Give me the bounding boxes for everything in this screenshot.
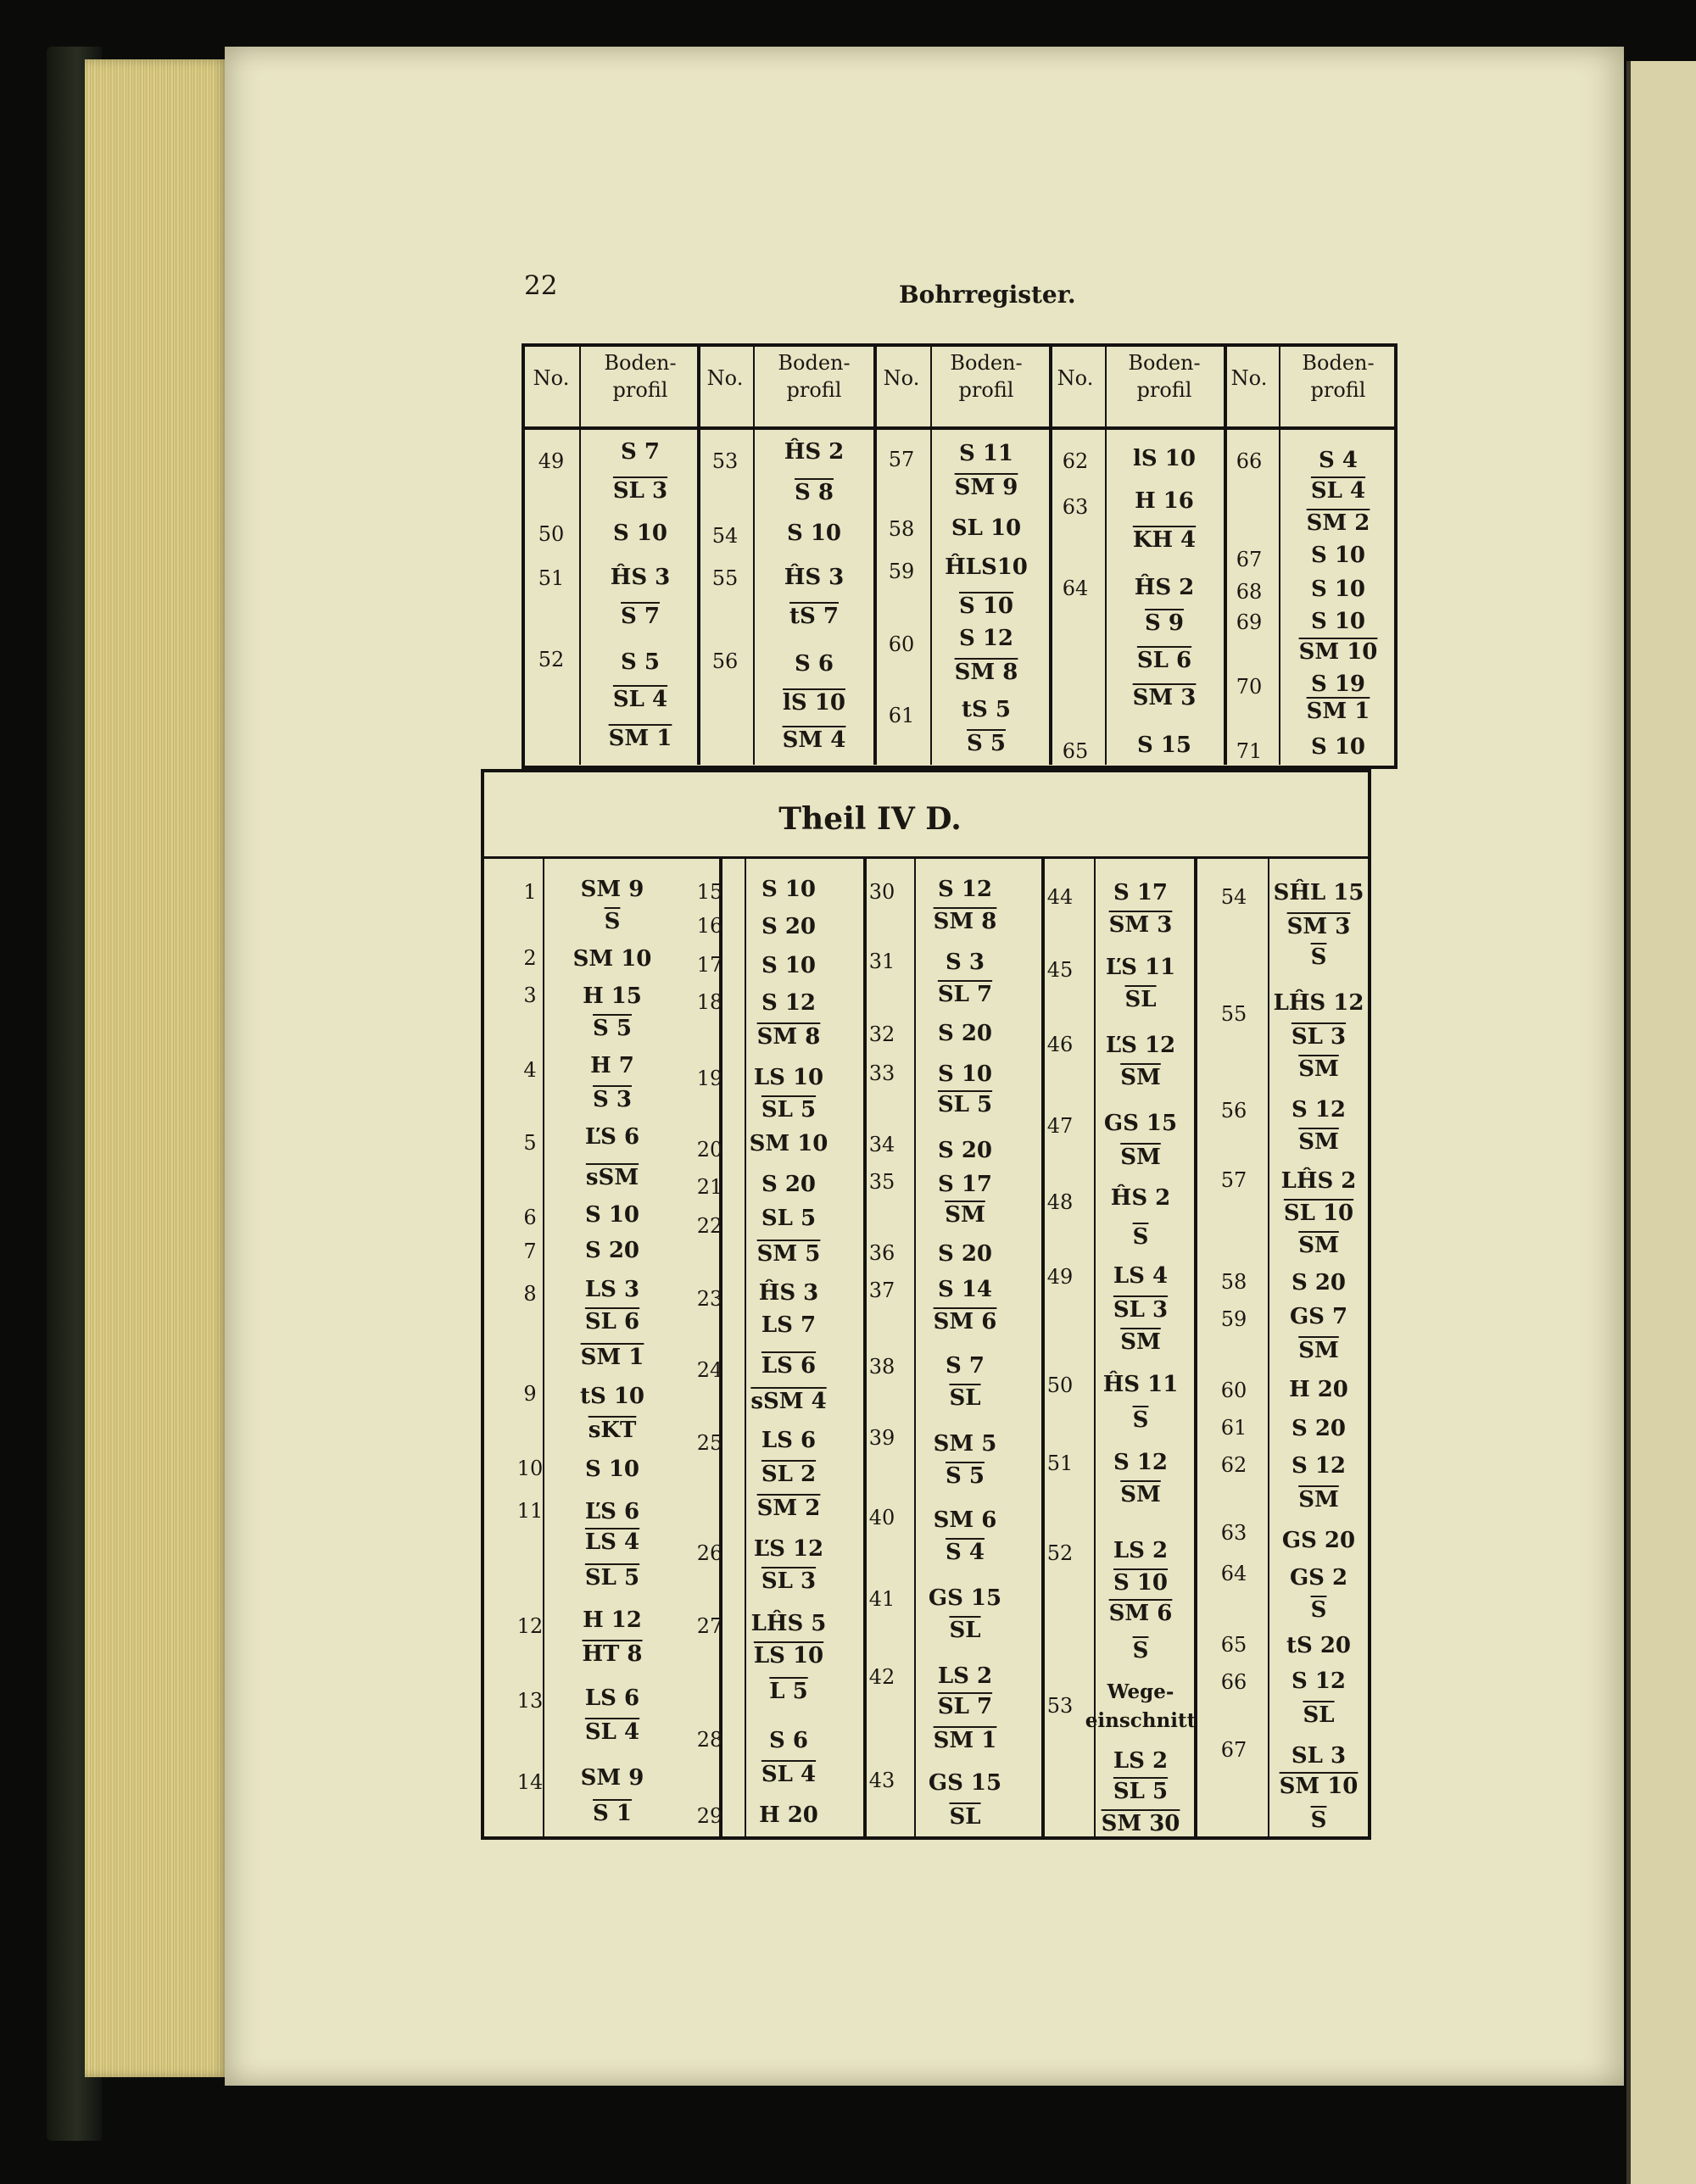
- bohr-number: 67: [1236, 548, 1263, 571]
- bohr-number: 52: [538, 648, 565, 671]
- soil-profile-entry: SL 6: [1136, 648, 1192, 673]
- soil-profile-entry: SM 6: [933, 1309, 997, 1334]
- bohr-number: 67: [1220, 1738, 1247, 1762]
- soil-profile-entry: S 4: [946, 1540, 985, 1565]
- soil-profile-entry: GS 7: [1289, 1304, 1348, 1329]
- soil-profile-entry: $\overline{S}$: [1132, 1224, 1149, 1250]
- soil-profile-entry: LS 2: [1113, 1538, 1169, 1563]
- col-header-profil: Boden- profil: [1128, 351, 1201, 403]
- soil-profile-entry: ĤS 3: [784, 565, 845, 590]
- bohr-number: 57: [888, 448, 915, 471]
- bohr-number: 50: [1046, 1373, 1074, 1397]
- soil-profile-entry: S 3: [593, 1087, 632, 1112]
- column-rule: [1279, 346, 1280, 765]
- soil-profile-entry: $\overline{sSM}$: [585, 1165, 639, 1190]
- bohr-number: 43: [868, 1769, 895, 1792]
- soil-profile-entry: S 4: [1319, 448, 1358, 473]
- bohr-number: 51: [1046, 1451, 1074, 1475]
- bohr-number: 56: [711, 649, 739, 673]
- bohr-number: 63: [1220, 1521, 1247, 1545]
- soil-profile-entry: S 12: [1291, 1097, 1347, 1123]
- bohr-number: 53: [1046, 1694, 1074, 1718]
- soil-profile-entry: SM 3: [1132, 685, 1197, 710]
- bohr-number: 35: [868, 1170, 895, 1194]
- soil-profile-entry: GS 15: [928, 1585, 1002, 1611]
- soil-profile-entry: LS 2: [937, 1663, 993, 1689]
- soil-profile-entry: S 10: [786, 521, 842, 546]
- bohr-number: 45: [1046, 958, 1074, 982]
- soil-profile-entry: SM 1: [580, 1345, 644, 1370]
- soil-profile-entry: S 17: [937, 1172, 993, 1197]
- column-rule: [697, 346, 700, 765]
- soil-profile-entry: $\overline{SL}$: [1124, 987, 1157, 1012]
- soil-profile-entry: SM 5: [756, 1241, 821, 1267]
- soil-profile-entry: S 6: [769, 1728, 808, 1753]
- soil-profile-entry: SM 3: [1286, 914, 1351, 939]
- bohr-number: 51: [538, 566, 565, 590]
- soil-profile-entry: SL 10: [1283, 1201, 1354, 1226]
- soil-profile-entry: LS 6: [584, 1685, 640, 1711]
- soil-profile-entry: S 5: [967, 731, 1006, 756]
- soil-profile-entry: S 7: [946, 1353, 985, 1379]
- soil-profile-entry: SM 1: [1306, 699, 1370, 724]
- soil-profile-entry: S 17: [1113, 880, 1169, 905]
- soil-profile-entry: $\overline{S}$: [1310, 1808, 1327, 1833]
- bohr-number: 20: [696, 1138, 723, 1162]
- soil-profile-entry: S 10: [612, 521, 668, 546]
- bohr-number: 23: [696, 1287, 723, 1311]
- soil-profile-entry: SM 9: [580, 877, 644, 902]
- soil-profile-entry: L 5: [769, 1679, 808, 1704]
- bohr-number: 65: [1220, 1633, 1247, 1657]
- soil-profile-entry: $\overline{SM}$: [1120, 1482, 1161, 1507]
- bohr-number: 24: [696, 1358, 723, 1382]
- soil-profile-entry: ĽS 6: [584, 1499, 640, 1524]
- column-rule: [543, 859, 544, 1838]
- soil-profile-entry: $\overline{SM}$: [1298, 1338, 1339, 1363]
- soil-profile-entry: S 20: [761, 1172, 817, 1197]
- column-rule: [753, 346, 755, 765]
- bohr-number: 58: [1220, 1270, 1247, 1294]
- soil-profile-entry: LS 6: [761, 1428, 817, 1453]
- soil-profile-entry: SM 6: [933, 1507, 997, 1533]
- soil-profile-entry: H 20: [1289, 1377, 1348, 1402]
- soil-profile-entry: $\overline{SM}$: [1120, 1329, 1161, 1355]
- bohr-number: 59: [888, 560, 915, 583]
- bohr-number: 55: [1220, 1002, 1247, 1026]
- soil-profile-entry: SĤL 15: [1273, 880, 1364, 905]
- bohr-number: 69: [1236, 610, 1263, 634]
- bohr-number: 31: [868, 950, 895, 973]
- bohr-number: 34: [868, 1133, 895, 1156]
- soil-profile-entry: S 12: [1291, 1453, 1347, 1479]
- bohr-number: 58: [888, 517, 915, 541]
- section-rule: [481, 856, 1371, 859]
- page-number: 22: [524, 270, 558, 301]
- col-header-no: No.: [533, 366, 570, 390]
- soil-profile-entry: SM 10: [749, 1131, 828, 1156]
- soil-profile-entry: SM 5: [933, 1431, 997, 1457]
- bohr-number: 41: [868, 1587, 895, 1611]
- soil-profile-entry: LS 6: [761, 1353, 817, 1379]
- soil-profile-entry: SM 8: [954, 660, 1018, 685]
- soil-profile-entry: S 10: [1310, 543, 1366, 568]
- soil-profile-entry: SM 2: [1306, 510, 1370, 536]
- soil-profile-entry: S 20: [584, 1238, 640, 1263]
- soil-profile-entry: GS 15: [928, 1770, 1002, 1796]
- bohr-number: 61: [1220, 1416, 1247, 1440]
- column-rule: [1041, 859, 1045, 1838]
- bohr-number: 42: [868, 1665, 895, 1689]
- soil-profile-entry: SL 4: [612, 687, 668, 712]
- soil-profile-entry: ĽS 11: [1105, 955, 1176, 980]
- bohr-number: 62: [1062, 449, 1089, 473]
- soil-profile-entry: $\overline{sKT}$: [588, 1418, 637, 1443]
- column-rule: [863, 859, 867, 1838]
- col-header-no: No.: [883, 366, 920, 390]
- soil-profile-entry: SL 7: [937, 982, 993, 1007]
- facing-page-edge: [1626, 61, 1696, 2184]
- bohr-number: 71: [1236, 739, 1263, 763]
- column-rule: [1194, 859, 1197, 1838]
- soil-profile-entry: ĽS 12: [1105, 1033, 1176, 1058]
- soil-profile-entry: SL 5: [1113, 1779, 1169, 1804]
- bohr-number: 14: [516, 1770, 544, 1794]
- soil-profile-entry: $\overline{SM}$: [1298, 1233, 1339, 1258]
- soil-profile-entry: S 12: [761, 990, 817, 1016]
- soil-profile-entry: LS 2: [1113, 1748, 1169, 1774]
- soil-profile-entry: $\overline{SL}$: [949, 1385, 981, 1411]
- soil-profile-entry: H 7: [590, 1053, 634, 1078]
- soil-profile-entry: LS 10: [753, 1065, 824, 1090]
- soil-profile-entry: $\overline{S}$: [1310, 1597, 1327, 1623]
- soil-profile-entry: ĽS 12: [753, 1536, 824, 1562]
- column-rule: [914, 859, 916, 1838]
- bohr-number: 40: [868, 1506, 895, 1529]
- column-rule: [873, 346, 877, 765]
- bohr-number: 30: [868, 880, 895, 904]
- soil-profile-entry: SM 9: [954, 475, 1018, 500]
- soil-profile-entry: LS 3: [584, 1277, 640, 1302]
- bohr-number: 19: [696, 1067, 723, 1090]
- soil-profile-entry: SM 1: [933, 1728, 997, 1753]
- bohr-number: 27: [696, 1614, 723, 1638]
- soil-profile-entry: S 12: [937, 877, 993, 902]
- bohr-number: 26: [696, 1541, 723, 1565]
- bohr-number: 62: [1220, 1453, 1247, 1477]
- soil-profile-entry: LS 7: [761, 1312, 817, 1338]
- bohr-number: 64: [1062, 577, 1089, 600]
- soil-profile-entry: $\overline{SL}$: [1303, 1702, 1335, 1728]
- bohr-number: 49: [1046, 1265, 1074, 1289]
- soil-profile-entry: SL 6: [584, 1309, 640, 1334]
- bohr-number: 49: [538, 449, 565, 473]
- soil-profile-entry: ĤS 2: [1110, 1185, 1171, 1211]
- bohr-number: 59: [1220, 1307, 1247, 1331]
- bohr-number: 70: [1236, 675, 1263, 699]
- soil-profile-entry: S 5: [946, 1463, 985, 1489]
- bohr-number: 28: [696, 1728, 723, 1752]
- soil-profile-entry: $\overline{S}$: [1132, 1407, 1149, 1433]
- bohr-number: 12: [516, 1614, 544, 1638]
- bohr-number: 54: [711, 524, 739, 548]
- soil-profile-entry: S 19: [1310, 671, 1366, 697]
- column-rule: [1105, 346, 1107, 765]
- soil-profile-entry: lS 10: [1133, 446, 1196, 471]
- soil-profile-entry: LĤS 2: [1280, 1168, 1357, 1194]
- soil-profile-entry: KH 4: [1132, 527, 1197, 553]
- soil-profile-entry: GS 2: [1289, 1565, 1348, 1591]
- bohr-number: 36: [868, 1241, 895, 1265]
- soil-profile-entry: SM 8: [756, 1024, 821, 1050]
- soil-profile-entry: SL 5: [761, 1206, 817, 1231]
- soil-profile-entry: sSM 4: [750, 1389, 827, 1414]
- bohr-number: 63: [1062, 495, 1089, 519]
- bohr-number: 48: [1046, 1190, 1074, 1214]
- column-rule: [579, 346, 581, 765]
- soil-profile-entry: tS 5: [962, 697, 1011, 722]
- soil-profile-entry: SM 10: [572, 946, 652, 972]
- soil-profile-entry: LĤS 5: [750, 1611, 827, 1636]
- bohr-number: 38: [868, 1355, 895, 1379]
- soil-profile-entry: $\overline{SM}$: [1298, 1487, 1339, 1513]
- soil-profile-entry: $\overline{SL}$: [949, 1804, 981, 1830]
- soil-profile-entry: S 10: [761, 877, 817, 902]
- soil-profile-entry: $\overline{SL}$: [949, 1618, 981, 1643]
- bohr-number: 9: [523, 1382, 537, 1406]
- soil-profile-entry: SL 4: [584, 1719, 640, 1745]
- col-header-no: No.: [1230, 366, 1268, 390]
- column-rule: [1094, 859, 1096, 1838]
- soil-profile-entry: S 14: [937, 1277, 993, 1302]
- bohr-number: 68: [1236, 580, 1263, 604]
- soil-profile-entry: SL 5: [937, 1092, 993, 1117]
- soil-profile-entry: GS 15: [1103, 1111, 1178, 1136]
- soil-profile-entry: tS 20: [1286, 1633, 1352, 1658]
- soil-profile-entry: ĤS 3: [610, 565, 671, 590]
- bohr-number: 53: [711, 449, 739, 473]
- soil-profile-entry: SL 3: [612, 478, 668, 504]
- soil-profile-entry: SL 3: [761, 1568, 817, 1594]
- soil-profile-entry: S 12: [1113, 1450, 1169, 1475]
- bohr-number: 29: [696, 1804, 723, 1828]
- bohr-number: 5: [523, 1131, 537, 1155]
- soil-profile-entry: SM 4: [782, 727, 846, 753]
- bohr-number: 46: [1046, 1033, 1074, 1056]
- column-rule: [745, 859, 746, 1838]
- column-rule: [930, 346, 932, 765]
- soil-profile-entry: LS 4: [1113, 1263, 1169, 1289]
- soil-profile-entry: S 8: [795, 480, 834, 505]
- soil-profile-entry: S 10: [958, 593, 1014, 619]
- soil-profile-entry: $\overline{S}$: [1132, 1638, 1149, 1663]
- bohr-number: 32: [868, 1022, 895, 1046]
- soil-profile-entry: SL 4: [761, 1762, 817, 1787]
- bohr-number: 22: [696, 1214, 723, 1238]
- soil-profile-entry: $\overline{S}$: [1310, 944, 1327, 970]
- soil-profile-entry: $\overline{S}$: [604, 909, 621, 934]
- soil-profile-entry: S 10: [1310, 577, 1366, 602]
- soil-profile-entry: tS 7: [789, 604, 839, 629]
- soil-profile-entry: S 10: [584, 1457, 640, 1482]
- bohr-number: 61: [888, 704, 915, 727]
- soil-profile-entry: SL 5: [584, 1565, 640, 1591]
- soil-profile-entry: SM 10: [1279, 1774, 1358, 1799]
- bohr-number: 57: [1220, 1168, 1247, 1192]
- soil-profile-entry: S 20: [1291, 1416, 1347, 1441]
- soil-profile-entry: ĤS 11: [1102, 1372, 1179, 1397]
- soil-profile-entry: LS 4: [584, 1529, 640, 1555]
- soil-profile-entry: S 11: [958, 441, 1014, 466]
- soil-profile-entry: H 12: [583, 1607, 642, 1633]
- soil-profile-entry: einschnitt: [1085, 1709, 1197, 1732]
- soil-profile-entry: SM 2: [756, 1496, 821, 1521]
- soil-profile-entry: S 7: [621, 604, 660, 629]
- column-rule: [1268, 859, 1269, 1838]
- soil-profile-entry: H 16: [1135, 488, 1194, 514]
- soil-profile-entry: SL 4: [1310, 478, 1366, 504]
- soil-profile-entry: SM 10: [1298, 639, 1378, 665]
- bohr-number: 11: [516, 1499, 544, 1523]
- bohr-number: 60: [888, 632, 915, 656]
- soil-profile-entry: S 9: [1145, 610, 1184, 636]
- bohr-number: 47: [1046, 1114, 1074, 1138]
- soil-profile-entry: SL 7: [937, 1694, 993, 1719]
- bohr-number: 17: [696, 953, 723, 977]
- soil-profile-entry: $\overline{SM}$: [1298, 1129, 1339, 1155]
- soil-profile-entry: $\overline{SM}$: [1120, 1145, 1161, 1170]
- soil-profile-entry: S 20: [937, 1241, 993, 1267]
- soil-profile-entry: S 10: [937, 1061, 993, 1087]
- bohr-number: 33: [868, 1061, 895, 1085]
- soil-profile-entry: S 12: [958, 626, 1014, 651]
- soil-profile-entry: HT 8: [582, 1641, 643, 1667]
- soil-profile-entry: ĤS 2: [784, 439, 845, 465]
- bohr-number: 21: [696, 1175, 723, 1199]
- bohr-number: 6: [523, 1206, 537, 1229]
- soil-profile-entry: S 6: [795, 651, 834, 677]
- soil-profile-entry: SL 3: [1291, 1024, 1347, 1050]
- soil-profile-entry: SL 2: [761, 1462, 817, 1487]
- soil-profile-entry: SL 5: [761, 1097, 817, 1123]
- bohr-number: 50: [538, 522, 565, 546]
- soil-profile-entry: SM 3: [1108, 912, 1173, 938]
- bohr-number: 65: [1062, 739, 1089, 763]
- table-top-bottom-rule: [522, 766, 1398, 769]
- soil-profile-entry: lS 10: [783, 690, 845, 716]
- bohr-number: 13: [516, 1689, 544, 1713]
- section-title: Theil IV D.: [778, 801, 962, 837]
- col-header-no: No.: [1057, 366, 1094, 390]
- bohr-number: 44: [1046, 885, 1074, 909]
- soil-profile-entry: S 20: [1291, 1270, 1347, 1295]
- bohr-number: 7: [523, 1240, 537, 1263]
- column-rule: [1224, 346, 1227, 765]
- soil-profile-entry: S 15: [1136, 733, 1192, 758]
- soil-profile-entry: Wege-: [1107, 1680, 1174, 1703]
- bohr-number: 39: [868, 1426, 895, 1450]
- soil-profile-entry: S 5: [621, 649, 660, 675]
- bohr-number: 2: [523, 946, 537, 970]
- bohr-number: 4: [523, 1058, 537, 1082]
- soil-profile-entry: $\overline{SM}$: [945, 1202, 985, 1228]
- soil-profile-entry: $\overline{SM}$: [1298, 1056, 1339, 1082]
- page-edges: [85, 59, 229, 2077]
- column-rule: [1049, 346, 1052, 765]
- col-header-no: No.: [706, 366, 744, 390]
- bohr-number: 25: [696, 1431, 723, 1455]
- bohr-number: 66: [1220, 1670, 1247, 1694]
- col-header-profil: Boden- profil: [778, 351, 851, 403]
- soil-profile-entry: LĤS 12: [1273, 990, 1364, 1016]
- soil-profile-entry: S 20: [937, 1021, 993, 1046]
- soil-profile-entry: SL 3: [1291, 1743, 1347, 1769]
- header-rule: [522, 426, 1398, 430]
- soil-profile-entry: S 10: [1310, 609, 1366, 634]
- bohr-number: 60: [1220, 1379, 1247, 1402]
- soil-profile-entry: ĽS 6: [584, 1124, 640, 1150]
- bohr-number: 37: [868, 1279, 895, 1302]
- soil-profile-entry: SM 9: [580, 1765, 644, 1791]
- bohr-number: 1: [523, 880, 537, 904]
- soil-profile-entry: S 10: [584, 1202, 640, 1228]
- soil-profile-entry: ĤS 2: [1134, 575, 1195, 600]
- bohr-number: 64: [1220, 1562, 1247, 1585]
- soil-profile-entry: S 10: [1310, 734, 1366, 760]
- bohr-number: 10: [516, 1457, 544, 1480]
- soil-profile-entry: S 10: [1113, 1570, 1169, 1596]
- soil-profile-entry: SM 8: [933, 909, 997, 934]
- soil-profile-entry: SM 6: [1108, 1601, 1173, 1626]
- soil-profile-entry: SM 1: [608, 726, 672, 751]
- bohr-number: 8: [523, 1282, 537, 1306]
- soil-profile-entry: H 15: [583, 983, 642, 1009]
- bohr-number: 55: [711, 566, 739, 590]
- bohr-number: 3: [523, 983, 537, 1007]
- soil-profile-entry: $\overline{SM}$: [1120, 1065, 1161, 1090]
- soil-profile-entry: ĤLS10: [945, 554, 1028, 580]
- bohr-number: 15: [696, 880, 723, 904]
- col-header-profil: Boden- profil: [1302, 351, 1375, 403]
- bohr-number: 52: [1046, 1541, 1074, 1565]
- soil-profile-entry: SL 10: [951, 515, 1022, 541]
- soil-profile-entry: S 20: [937, 1138, 993, 1163]
- bohr-number: 66: [1236, 449, 1263, 473]
- soil-profile-entry: S 20: [761, 914, 817, 939]
- bohr-number: 16: [696, 914, 723, 938]
- soil-profile-entry: S 3: [946, 950, 985, 975]
- bohr-number: 18: [696, 990, 723, 1014]
- col-header-profil: Boden- profil: [604, 351, 677, 403]
- soil-profile-entry: S 5: [593, 1016, 632, 1041]
- running-header: Bohrregister.: [899, 281, 1076, 309]
- soil-profile-entry: H 20: [759, 1802, 818, 1828]
- soil-profile-entry: ĤS 3: [758, 1280, 819, 1306]
- soil-profile-entry: tS 10: [579, 1384, 645, 1409]
- bohr-number: 56: [1220, 1099, 1247, 1123]
- bohr-number: 54: [1220, 885, 1247, 909]
- soil-profile-entry: S 1: [593, 1801, 632, 1826]
- soil-profile-entry: SL 3: [1113, 1297, 1169, 1323]
- soil-profile-entry: GS 20: [1281, 1528, 1356, 1553]
- soil-profile-entry: S 12: [1291, 1669, 1347, 1694]
- soil-profile-entry: SM 30: [1101, 1811, 1180, 1836]
- soil-profile-entry: LS 10: [753, 1643, 824, 1669]
- soil-profile-entry: S 7: [621, 439, 660, 465]
- col-header-profil: Boden- profil: [950, 351, 1023, 403]
- soil-profile-entry: S 10: [761, 953, 817, 978]
